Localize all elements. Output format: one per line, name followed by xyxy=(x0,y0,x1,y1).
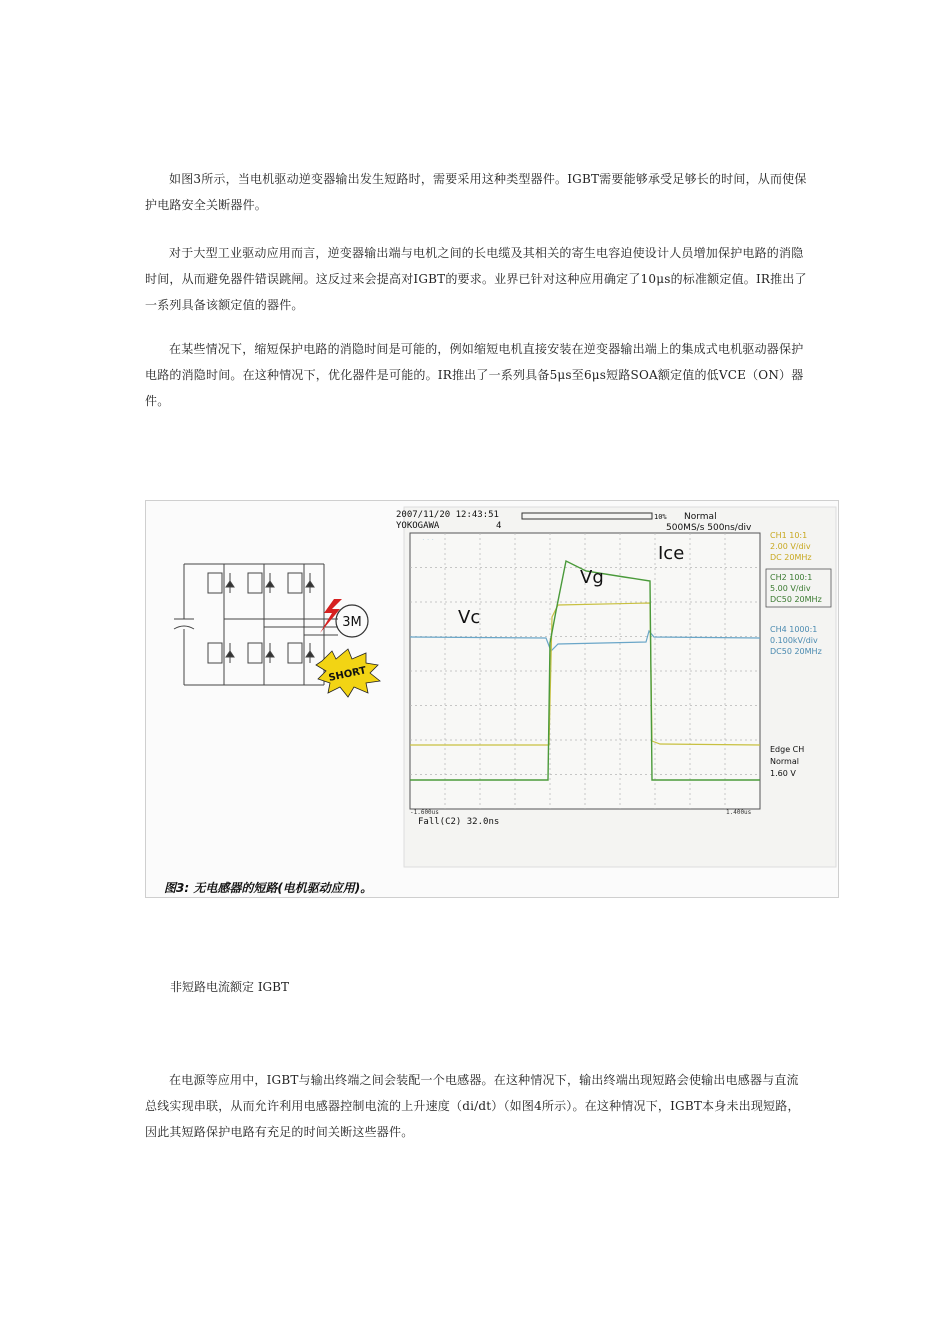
figure-3 xyxy=(145,500,839,898)
figure-graphic xyxy=(146,501,840,899)
paragraph-3: 在某些情况下，缩短保护电路的消隐时间是可能的，例如缩短电机直接安装在逆变器输出端上的集成式电机驱动器保护电路的消隐时间。在这种情况下，优化器件是可能的。IR推出了一系列具备5μs至6μs短路SOA额定值的低VCE（ON）器件。 xyxy=(145,342,804,408)
vg-label: Vg xyxy=(580,567,604,588)
ice-label: Ice xyxy=(658,543,685,564)
lightning-icon xyxy=(320,599,342,633)
ch4-line-1: CH4 1000:1 xyxy=(770,625,818,634)
scope-trigger-pos: 10% xyxy=(654,513,667,521)
fall-measurement: Fall(C2) 32.0ns xyxy=(418,817,500,827)
ch2-line-1: CH2 100:1 xyxy=(770,573,813,582)
ch1-line-3: DC 20MHz xyxy=(770,553,812,562)
figure-caption: 图3: 无电感器的短路(电机驱动应用)。 xyxy=(164,881,373,895)
ch1-line-2: 2.00 V/div xyxy=(770,542,811,551)
paragraph-2: 对于大型工业驱动应用而言，逆变器输出端与电机之间的长电缆及其相关的寄生电容迫使设计人员增加保护电路的消隐时间，从而避免器件错误跳闸。这反过来会提高对IGBT的要求。业界已针对这种应用确定了10μs的标准额定值。IR推出了一系列具备该额定值的器件。 xyxy=(145,246,807,312)
trigger-line-3: 1.60 V xyxy=(770,769,796,778)
time-left: -1.600us xyxy=(410,809,439,816)
ch2-line-2: 5.00 V/div xyxy=(770,584,811,593)
short-label: SHORT xyxy=(327,665,368,684)
trigger-line-1: Edge CH xyxy=(770,745,805,754)
ch1-line-1: CH1 10:1 xyxy=(770,531,808,540)
ch4-line-3: DC50 20MHz xyxy=(770,647,822,656)
paragraph-4: 在电源等应用中，IGBT与输出终端之间会装配一个电感器。在这种情况下，输出终端出现短路会使输出电感器与直流总线实现串联，从而允许利用电感器控制电流的上升速度（di/dt）（如图4所示）。在这种情况下，IGBT本身未出现短路，因此其短路保护电路有充足的时间关断这些器件。 xyxy=(145,1073,800,1139)
ch4-line-2: 0.100kV/div xyxy=(770,636,818,645)
vc-label: Vc xyxy=(458,607,481,628)
time-right: 1.400us xyxy=(726,809,752,816)
section-heading: 非短路电流额定 IGBT xyxy=(170,980,289,994)
scope-channel-count: 4 xyxy=(496,521,502,531)
scope-mode: Normal xyxy=(684,512,717,522)
motor-label: 3M xyxy=(342,615,362,630)
ch2-line-3: DC50 20MHz xyxy=(770,595,822,604)
scope-sample-rate: 500MS/s 500ns/div xyxy=(666,523,752,533)
scope-brand: YOKOGAWA xyxy=(396,521,440,531)
scope-datetime: 2007/11/20 12:43:51 xyxy=(396,510,499,520)
paragraph-1: 如图3所示，当电机驱动逆变器输出发生短路时，需要采用这种类型器件。IGBT需要能够承受足够长的时间，从而使保护电路安全关断器件。 xyxy=(145,172,807,212)
scope-tiny-readout: · · · xyxy=(422,537,435,542)
trigger-line-2: Normal xyxy=(770,757,799,766)
